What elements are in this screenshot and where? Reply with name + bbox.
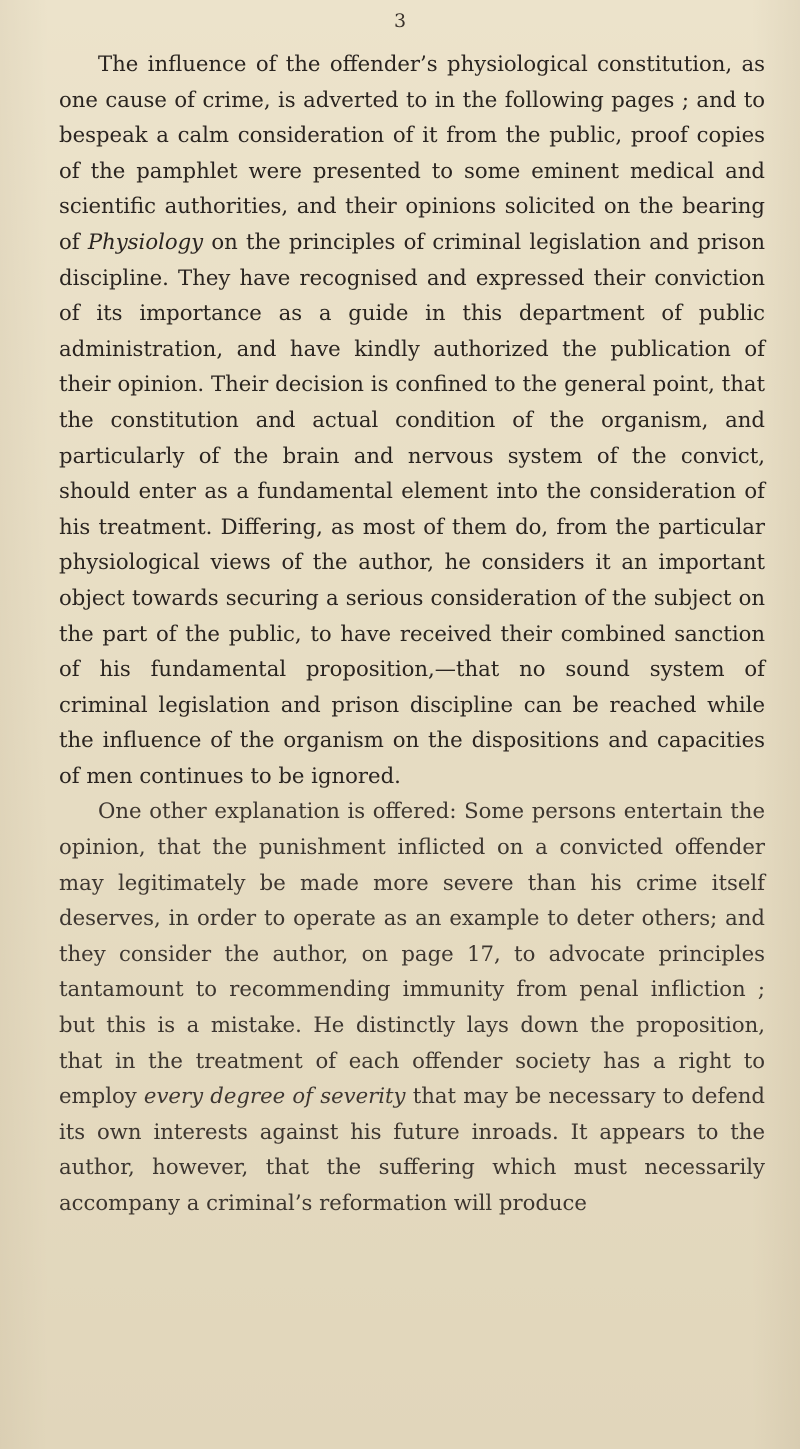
paragraph-2-text-a: One other explanation is offered: Some persons entertain the opinion, that the punishment inflicted on a convicted offender may legitimately be made more severe than his crime itself deserves, in order to operate as an example to deter others; and they consider the author, on page 17, to advocate principles tantamount to recommending immunity from penal infliction ; but this is a mistake. He distinctly lays down the proposition, that in the treatment of each offender society has a right to employ	[59, 798, 765, 1109]
paragraph-2-italic-every-degree: every degree of severity	[143, 1083, 406, 1109]
paragraph-1-text-a: The influence of the offender’s physiological constitution, as one cause of crime, is adverted to in the following pages ; and to bespeak a calm consideration of it from the public, proof copies of the pamphlet were presented to some eminent medical and scientific authorities, and their opinions solicited on the bearing of	[59, 51, 765, 254]
page-number: 3	[393, 10, 407, 32]
paragraph-1-italic-physiology: Physiology	[87, 228, 204, 254]
paragraph-1-text-b: on the principles of criminal legislation and prison discipline. They have recognised and expressed their conviction of its importance as a guide in this department of public administration, and have kindly authorized the publication of their opinion. Their decision is confined to the general point, that the constitution and actual condition of the organism, and particularly of the brain and nervous system of the convict, should enter as a fundamental element into the consideration of his treatment. Differing, as most of them do, from the particular physiological views of the author, he considers it an important object towards securing a serious consideration of the subject on the part of the public, to have received their combined sanction of his fundamental proposition,—that no sound system of criminal legislation and prison discipline can be reached while the influence of the organism on the dispositions and capacities of men continues to be ignored.	[59, 228, 765, 788]
paragraph-2-text-b: that may be necessary to defend its own interests against his future inroads. It appears to the author, however, that the suffering which must necessarily accompany a criminal’s reformation will produce	[59, 1083, 765, 1215]
paragraph-1	[59, 46, 765, 793]
paragraph-2	[59, 793, 765, 1220]
body-text	[59, 46, 765, 1221]
